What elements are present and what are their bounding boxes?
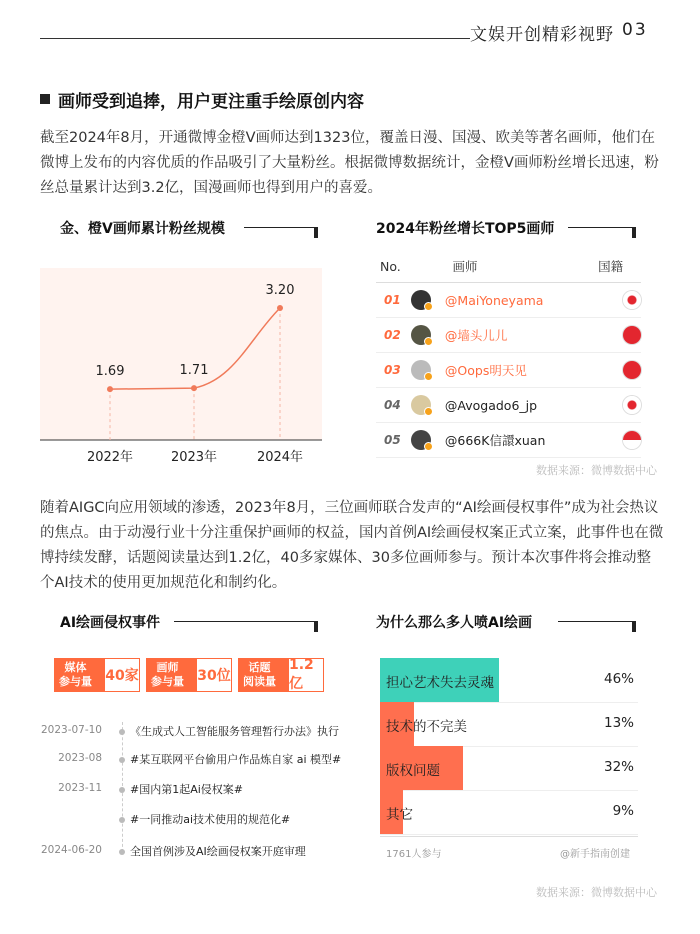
artist-name[interactable]: @666K信譞xuan [444, 433, 546, 448]
why-footer-count: 1761人参与 [386, 849, 442, 860]
sg-flag-icon [623, 431, 641, 449]
col-nationality-header: 国籍 [598, 259, 624, 274]
top5-title-rule [568, 227, 634, 228]
data-point [191, 385, 197, 391]
top5-rank: 05 [384, 433, 401, 447]
fans-chart-title: 金、橙V画师累计粉丝规模 [60, 221, 225, 237]
jp-flag-icon [623, 291, 641, 309]
top5-row [376, 423, 641, 458]
jp-flag-icon [623, 396, 641, 414]
stat-artist-value: 30位 [197, 668, 231, 684]
top5-row [376, 353, 641, 388]
artist-name[interactable]: @Oops明天见 [444, 363, 527, 378]
ai-title-corner [314, 621, 318, 632]
data-label: 1.69 [95, 364, 125, 380]
stat-media [54, 658, 140, 692]
why-bar-label: 其它 [386, 807, 413, 823]
top5-row [376, 388, 641, 423]
data-point [277, 305, 283, 311]
page-number: 03 [622, 20, 648, 40]
stat-reads-label: 话题 阅读量 [239, 659, 289, 691]
why-bar-row [380, 746, 638, 791]
ai-event-title: AI绘画侵权事件 [60, 615, 161, 631]
top5-rank: 01 [384, 293, 401, 307]
timeline-date: 2023-08 [58, 752, 102, 764]
artist-name[interactable]: @MaiYoneyama [444, 292, 544, 308]
verified-badge-icon [424, 302, 433, 311]
avatar [411, 290, 431, 310]
header-rule [40, 38, 470, 39]
why-footer-rule [380, 836, 638, 837]
why-bar-percent: 32% [603, 759, 634, 775]
timeline-event: 《生成式人工智能服务管理暂行办法》执行 [130, 725, 339, 738]
why-footer-author: @新手指南创建 [560, 849, 630, 860]
why-bar-label: 版权问题 [386, 763, 440, 779]
why-title-rule [558, 621, 634, 622]
top5-table [376, 250, 641, 458]
stat-media-label: 媒体 参与量 [55, 659, 105, 691]
artist-name[interactable]: @Avogado6_jp [444, 397, 538, 413]
timeline-date: 2023-11 [58, 782, 102, 794]
stat-artist [146, 658, 232, 692]
why-bar-row [380, 702, 638, 747]
top5-rank: 04 [384, 398, 401, 412]
verified-badge-icon [424, 407, 433, 416]
ai-title-rule [174, 621, 314, 622]
cn-flag-icon [623, 326, 641, 344]
col-artist-header: 画师 [452, 259, 478, 274]
why-bar-row [380, 658, 638, 703]
header-title: 文娱开创精彩视野 [470, 25, 614, 45]
top5-rank: 02 [384, 328, 401, 342]
timeline-event: #一同推动ai技术使用的规范化# [130, 813, 291, 826]
top5-title: 2024年粉丝增长TOP5画师 [376, 221, 555, 237]
timeline-date: 2024-06-20 [40, 844, 102, 856]
why-bar-row [380, 790, 638, 835]
artist-name[interactable]: @墙头儿儿 [444, 328, 508, 343]
avatar [411, 360, 431, 380]
avatar [411, 395, 431, 415]
x-tick-label: 2024年 [256, 450, 304, 465]
top5-title-corner [632, 227, 636, 238]
x-tick-label: 2023年 [170, 450, 218, 465]
verified-badge-icon [424, 372, 433, 381]
section-bullet [40, 94, 50, 104]
top5-row [376, 283, 641, 318]
stat-artist-label: 画师 参与量 [147, 659, 197, 691]
col-no-header: No. [380, 258, 401, 274]
verified-badge-icon [424, 442, 433, 451]
why-bar-percent: 13% [603, 715, 634, 731]
section-title: 画师受到追捧，用户更注重手绘原创内容 [58, 92, 364, 112]
paragraph-ai-event: 随着AIGC向应用领域的渗透，2023年8月，三位画师联合发声的“AI绘画侵权事件”成为社会热议的焦点。由于动漫行业十分注重保护画师的权益，国内首例AI绘画侵权案正式立案，此事件也在微博持续发酵，话题阅读量达到1.2亿，40多家媒体、30多位画师参与。预计本次事件将会推动整个AI技术的使用更加规范化和制约化。 [40, 500, 664, 591]
fans-title-rule [244, 227, 314, 228]
paragraph-intro: 截至2024年8月，开通微博金橙V画师达到1323位，覆盖日漫、国漫、欧美等著名画师，他们在微博上发布的内容优质的作品吸引了大量粉丝。根据微博数据统计，金橙V画师粉丝增长迅速，粉丝总量累计达到3.2亿，国漫画师也得到用户的喜爱。 [40, 130, 659, 196]
fans-title-corner [314, 227, 318, 238]
avatar [411, 325, 431, 345]
data-label: 3.20 [265, 283, 295, 298]
data-label: 1.71 [179, 363, 209, 379]
timeline-event: #国内第1起Ai侵权案# [130, 783, 244, 796]
stat-reads-value: 1.2亿 [289, 657, 314, 692]
timeline-dot [119, 787, 125, 793]
why-bar-percent: 9% [612, 803, 634, 819]
timeline-dot [119, 729, 125, 735]
cn-flag-icon [623, 361, 641, 379]
why-title-corner [632, 621, 636, 632]
top5-rank: 03 [384, 363, 401, 377]
verified-badge-icon [424, 337, 433, 346]
fans-line-chart [40, 268, 322, 478]
timeline-date: 2023-07-10 [40, 724, 102, 736]
timeline-dot [119, 757, 125, 763]
stat-reads [238, 658, 324, 692]
stat-media-value: 40家 [105, 668, 139, 684]
x-tick-label: 2022年 [86, 450, 134, 465]
timeline-event: #某互联网平台偷用户作品炼自家 ai 模型# [130, 753, 342, 766]
why-bar-percent: 46% [603, 671, 634, 687]
timeline-dot [119, 817, 125, 823]
why-bar-label: 技术的不完美 [386, 719, 467, 735]
avatar [411, 430, 431, 450]
bottom-source: 数据来源：微博数据中心 [536, 886, 657, 899]
top5-source: 数据来源：微博数据中心 [536, 464, 657, 477]
why-chart-title: 为什么那么多人喷AI绘画 [376, 615, 533, 631]
why-bar-label: 担心艺术失去灵魂 [386, 675, 494, 691]
timeline-dot [119, 849, 125, 855]
top5-header-row [376, 250, 641, 283]
top5-row [376, 318, 641, 353]
timeline-event: 全国首例涉及AI绘画侵权案开庭审理 [130, 845, 306, 858]
data-point [107, 386, 113, 392]
